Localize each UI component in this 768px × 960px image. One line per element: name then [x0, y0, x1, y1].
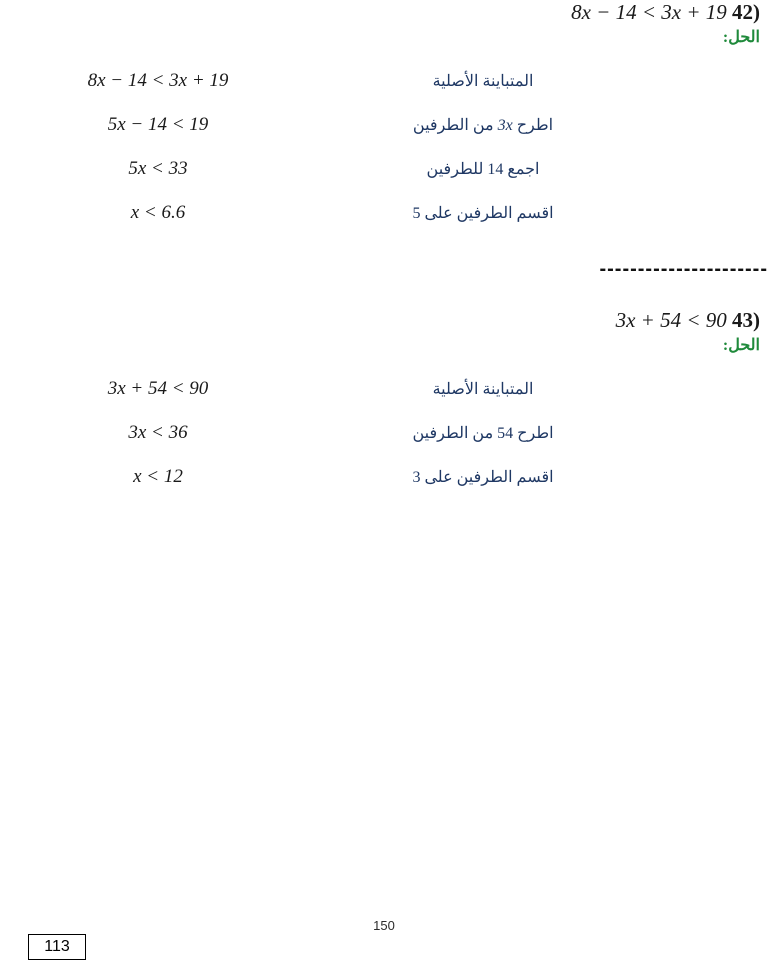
problem-heading-43 [0, 308, 768, 333]
step-expression: x < 6.6 [130, 202, 186, 223]
row-spacer [648, 59, 768, 103]
table-row [0, 367, 768, 411]
problem-heading-42 [0, 0, 768, 25]
table-row [0, 59, 768, 103]
step-expression: 5x < 33 [128, 158, 188, 179]
step-expression: 5x − 14 < 19 [107, 114, 209, 135]
corner-page-box: 113 [28, 934, 86, 960]
problem-expression-42: 8x − 14 < 3x + 19 [571, 0, 727, 24]
row-spacer [648, 191, 768, 235]
step-reason: اطرح 54 من الطرفين [412, 425, 554, 442]
row-spacer [648, 455, 768, 499]
solution-label-43: الحل: [722, 337, 760, 354]
step-reason [318, 103, 648, 147]
row-spacer [648, 103, 768, 147]
problem-expression-43: 3x + 54 < 90 [615, 308, 727, 332]
table-row [0, 411, 768, 455]
problem-block-43 [0, 308, 768, 499]
step-reason: اقسم الطرفين على 5 [412, 205, 554, 222]
table-row [0, 103, 768, 147]
step-expression: 3x < 36 [128, 422, 188, 443]
step-reason: المتباينة الأصلية [432, 73, 534, 90]
step-reason-variable: 3x [497, 117, 513, 134]
step-reason: اجمع 14 للطرفين [426, 161, 540, 178]
table-row [0, 191, 768, 235]
step-expression: 3x + 54 < 90 [107, 378, 209, 399]
steps-table-42 [0, 59, 768, 235]
problem-block-42 [0, 0, 768, 235]
table-row [0, 455, 768, 499]
step-reason-post: من الطرفين [412, 117, 498, 134]
solution-label-42: الحل: [722, 29, 760, 46]
step-expression: 8x − 14 < 3x + 19 [87, 70, 229, 91]
table-row [0, 147, 768, 191]
step-reason: المتباينة الأصلية [432, 381, 534, 398]
step-expression: x < 12 [133, 466, 183, 487]
row-spacer [648, 147, 768, 191]
steps-table-43 [0, 367, 768, 499]
step-reason-pre: اطرح [512, 117, 554, 134]
problem-number-42: (42 [732, 0, 760, 24]
page-number: 150 [373, 918, 395, 933]
row-spacer [648, 411, 768, 455]
section-divider: ---------------------- [599, 258, 768, 280]
row-spacer [648, 367, 768, 411]
problem-number-43: (43 [732, 308, 760, 332]
step-reason: اقسم الطرفين على 3 [412, 469, 554, 486]
